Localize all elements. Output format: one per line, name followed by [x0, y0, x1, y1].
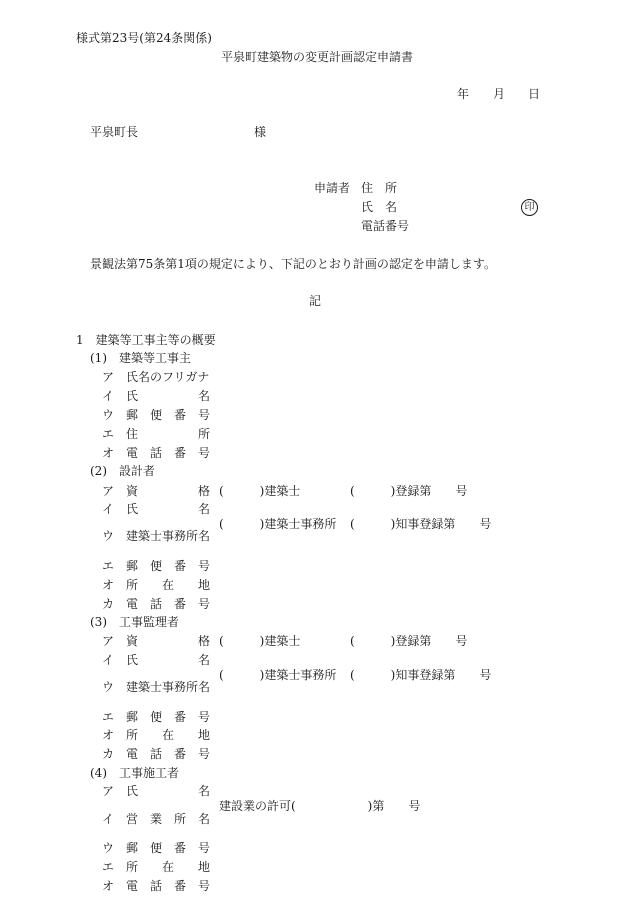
sub-3-architect-class: ( )建築士 [219, 634, 301, 648]
form-number: 様式第23号(第24条関係) [76, 31, 212, 45]
applicant-address-label: 住 所 [361, 181, 398, 195]
applicant-label: 申請者 [314, 181, 351, 195]
sub-3-item-qualification: ア 資 格 [102, 634, 211, 648]
sub-2-item-phone: カ 電 話 番 号 [102, 597, 211, 611]
sub-2-item-name: イ 氏 名 [102, 502, 211, 516]
sub-1-item-postal: ウ 郵 便 番 号 [102, 408, 211, 422]
applicant-name-label: 氏 名 [361, 200, 398, 214]
sub-1-item-furigana: ア 氏名のフリガナ [102, 370, 210, 384]
sub-2-item-qualification: ア 資 格 [102, 484, 211, 498]
sub-3-item-location: オ 所 在 地 [102, 728, 211, 742]
date-month-label: 月 [493, 87, 506, 101]
sub-2-title: (2) 設計者 [90, 464, 155, 478]
date-day-label: 日 [528, 87, 541, 101]
sub-1-item-address: エ 住 所 [102, 427, 211, 441]
sub-3-item-postal: エ 郵 便 番 号 [102, 710, 211, 724]
date-year-label: 年 [457, 87, 470, 101]
applicant-phone-label: 電話番号 [361, 219, 410, 233]
sub-4-item-office-name: イ 営 業 所 名 [102, 812, 211, 826]
sub-2-item-office-name: ウ 建築士事務所名 [102, 529, 211, 543]
sub-4-title: (4) 工事施工者 [90, 766, 179, 780]
sub-3-office-class: ( )建築士事務所 [219, 668, 337, 682]
sub-2-item-postal: エ 郵 便 番 号 [102, 559, 211, 573]
sub-2-architect-class: ( )建築士 [219, 484, 301, 498]
sub-1-item-name: イ 氏 名 [102, 389, 211, 403]
sub-2-registration-no: ( )登録第 号 [350, 484, 468, 498]
sub-2-item-location: オ 所 在 地 [102, 578, 211, 592]
sub-3-item-office-name: ウ 建築士事務所名 [102, 680, 211, 694]
sub-3-item-name: イ 氏 名 [102, 653, 211, 667]
sub-3-title: (3) 工事監理者 [90, 615, 179, 629]
ki-heading: 記 [309, 294, 322, 308]
sub-3-item-phone: カ 電 話 番 号 [102, 747, 211, 761]
sub-3-registration-no: ( )登録第 号 [350, 634, 468, 648]
seal-mark: 印 [521, 199, 538, 216]
sub-3-office-registration-no: ( )知事登録第 号 [350, 668, 492, 682]
sub-4-item-name: ア 氏 名 [102, 784, 211, 798]
sub-2-office-registration-no: ( )知事登録第 号 [350, 517, 492, 531]
sub-4-item-phone: オ 電 話 番 号 [102, 879, 211, 893]
sub-4-item-location: エ 所 在 地 [102, 860, 211, 874]
sub-2-office-class: ( )建築士事務所 [219, 517, 337, 531]
sub-4-item-postal: ウ 郵 便 番 号 [102, 841, 211, 855]
document-title: 平泉町建築物の変更計画認定申請書 [221, 50, 414, 64]
section-1-title: 1 建築等工事主等の概要 [76, 333, 216, 347]
addressee-name: 平泉町長 [90, 125, 139, 139]
sub-1-title: (1) 建築等工事主 [90, 351, 191, 365]
sub-4-construction-permit: 建設業の許可( )第 号 [219, 799, 421, 813]
addressee-honorific: 様 [254, 125, 267, 139]
body-text: 景観法第75条第1項の規定により、下記のとおり計画の認定を申請します。 [90, 257, 496, 271]
sub-1-item-phone: オ 電 話 番 号 [102, 446, 211, 460]
